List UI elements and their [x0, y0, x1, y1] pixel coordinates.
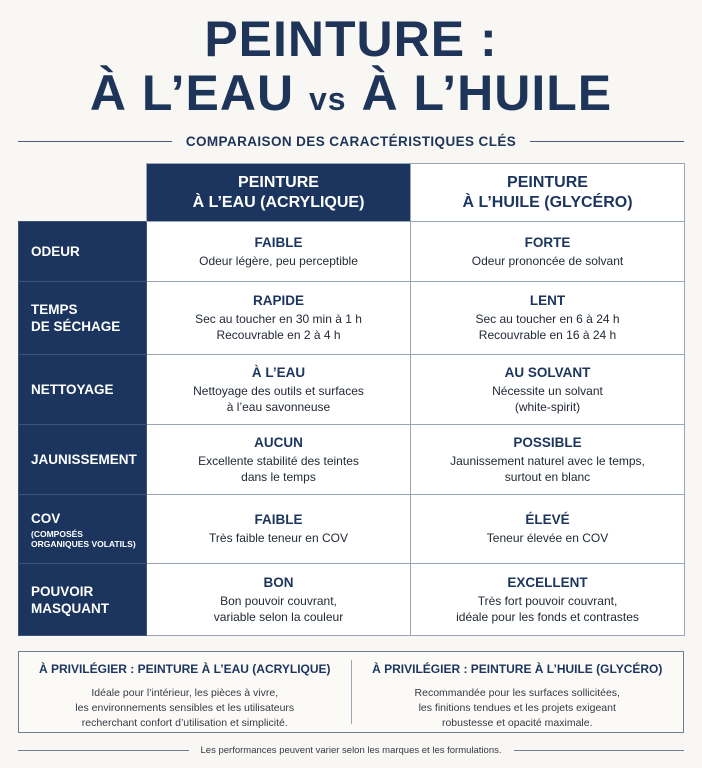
cell-oil-cov	[411, 495, 685, 564]
cell-level: AUCUN	[254, 434, 303, 450]
cell-oil-jaunissement	[411, 425, 685, 495]
recommendation-line: les environnements sensibles et les utilisateurs	[75, 702, 295, 714]
row-label-line: DE SÉCHAGE	[31, 319, 121, 334]
title-vs: vs	[308, 81, 347, 117]
subtitle-row	[18, 131, 684, 151]
footer-row	[18, 742, 684, 758]
recommendation-water	[19, 652, 351, 732]
cell-level: FORTE	[524, 234, 571, 250]
cell-desc: Odeur légère, peu perceptible	[199, 253, 358, 268]
cell-level: FAIBLE	[254, 512, 303, 527]
column-header-oil-line2: À L’HUILE (GLYCÉRO)	[462, 193, 633, 211]
column-header-oil	[411, 164, 685, 222]
cell-desc: Recouvrable en 2 à 4 h	[216, 328, 341, 342]
recommendation-line: Recommandée pour les surfaces sollicitées,	[414, 687, 620, 699]
cell-desc: Teneur élevée en COV	[486, 531, 609, 545]
column-header-water	[147, 164, 411, 222]
cell-oil-odeur	[411, 222, 685, 282]
cell-water-pouvoir	[147, 564, 411, 636]
row-label-odeur	[19, 222, 147, 282]
cell-desc: Odeur prononcée de solvant	[471, 253, 624, 268]
recommendation-line: robustesse et opacité maximale.	[441, 717, 593, 729]
cell-level: POSSIBLE	[513, 434, 582, 450]
table-header-row	[19, 164, 685, 222]
recommendation-title: À PRIVILÉGIER : PEINTURE À L’EAU (ACRYLIQUE)	[38, 662, 331, 676]
table-row	[19, 564, 685, 636]
footer-rule-left	[18, 750, 189, 751]
table-row	[19, 222, 685, 282]
cell-level: FAIBLE	[254, 234, 303, 250]
cell-desc: Très fort pouvoir couvrant,	[477, 593, 618, 608]
page-title-line-1: PEINTURE :	[204, 11, 498, 67]
subtitle-rule-left	[18, 141, 172, 142]
row-label-line: POUVOIR	[31, 583, 94, 599]
table-row	[19, 495, 685, 564]
cell-level: LENT	[529, 293, 566, 308]
row-label-cov	[19, 495, 147, 564]
cell-desc: Recouvrable en 16 à 24 h	[478, 328, 617, 342]
cell-water-nettoyage	[147, 355, 411, 425]
cell-level: EXCELLENT	[507, 574, 588, 590]
recommendation-line: recherchant confort d’utilisation et simplicité.	[81, 717, 288, 729]
cell-desc: Nettoyage des outils et surfaces	[193, 383, 364, 398]
cell-level: À L’EAU	[251, 364, 306, 380]
cell-desc: Excellente stabilité des teintes	[198, 453, 359, 468]
column-header-oil-line1: PEINTURE	[507, 173, 588, 191]
row-label-line: COV	[31, 510, 61, 526]
cell-oil-nettoyage	[411, 355, 685, 425]
cell-desc: Bon pouvoir couvrant,	[220, 593, 337, 608]
cell-oil-pouvoir	[411, 564, 685, 636]
table-corner	[19, 164, 147, 222]
subtitle: COMPARAISON DES CARACTÉRISTIQUES CLÉS	[185, 133, 517, 149]
subtitle-rule-right	[530, 141, 684, 142]
cell-desc: Sec au toucher en 30 min à 1 h	[195, 312, 362, 326]
cell-level: BON	[263, 574, 294, 590]
row-label-pouvoir	[19, 564, 147, 636]
cell-oil-sechage	[411, 282, 685, 355]
cell-level: AU SOLVANT	[504, 364, 591, 380]
footer-rule-right	[514, 750, 685, 751]
cell-desc: Jaunissement naturel avec le temps,	[450, 453, 645, 468]
recommendation-line: les finitions tendues et les projets exigeant	[418, 702, 616, 714]
comparison-table	[18, 163, 685, 636]
table-row	[19, 355, 685, 425]
row-label-sechage	[19, 282, 147, 355]
page-title-line-2	[0, 64, 702, 128]
column-header-water-line2: À L’EAU (ACRYLIQUE)	[192, 193, 365, 211]
recommendation-text	[366, 686, 670, 731]
row-label-jaunissement	[19, 425, 147, 495]
cell-water-odeur	[147, 222, 411, 282]
recommendation-oil	[352, 652, 684, 732]
cell-water-cov	[147, 495, 411, 564]
row-label-line: JAUNISSEMENT	[31, 452, 137, 467]
recommendation-box	[18, 651, 684, 733]
cell-desc: surtout en blanc	[504, 469, 591, 484]
cell-level: ÉLEVÉ	[525, 512, 570, 527]
cell-desc: Très faible teneur en COV	[209, 531, 348, 545]
cell-level: RAPIDE	[252, 293, 304, 308]
recommendation-title: À PRIVILÉGIER : PEINTURE À L’HUILE (GLYCÉRO)	[372, 662, 663, 676]
row-sublabel: (COMPOSÉS ORGANIQUES VOLATILS)	[31, 528, 136, 549]
table-row	[19, 282, 685, 355]
cell-desc: (white-spirit)	[514, 399, 581, 414]
cell-desc: idéale pour les fonds et contrastes	[456, 609, 639, 624]
title-water: À L’EAU	[89, 65, 295, 121]
recommendation-text	[33, 686, 337, 731]
cell-desc: variable selon la couleur	[213, 609, 344, 624]
footnote: Les performances peuvent varier selon les marques et les formulations.	[200, 744, 502, 756]
cell-desc: à l’eau savonneuse	[226, 399, 331, 414]
cell-water-sechage	[147, 282, 411, 355]
row-label-line: MASQUANT	[31, 600, 109, 616]
column-header-water-line1: PEINTURE	[238, 173, 319, 191]
row-label-nettoyage	[19, 355, 147, 425]
row-label-line: NETTOYAGE	[31, 382, 114, 397]
cell-desc: Nécessite un solvant	[492, 383, 603, 398]
title-oil: À L’HUILE	[361, 65, 613, 121]
recommendation-line: Idéale pour l’intérieur, les pièces à vivre,	[91, 687, 279, 699]
cell-water-jaunissement	[147, 425, 411, 495]
table-row	[19, 425, 685, 495]
cell-desc: dans le temps	[241, 469, 316, 484]
row-label-line: ODEUR	[31, 244, 80, 259]
cell-desc: Sec au toucher en 6 à 24 h	[475, 312, 620, 326]
row-label-line: TEMPS	[31, 302, 78, 317]
